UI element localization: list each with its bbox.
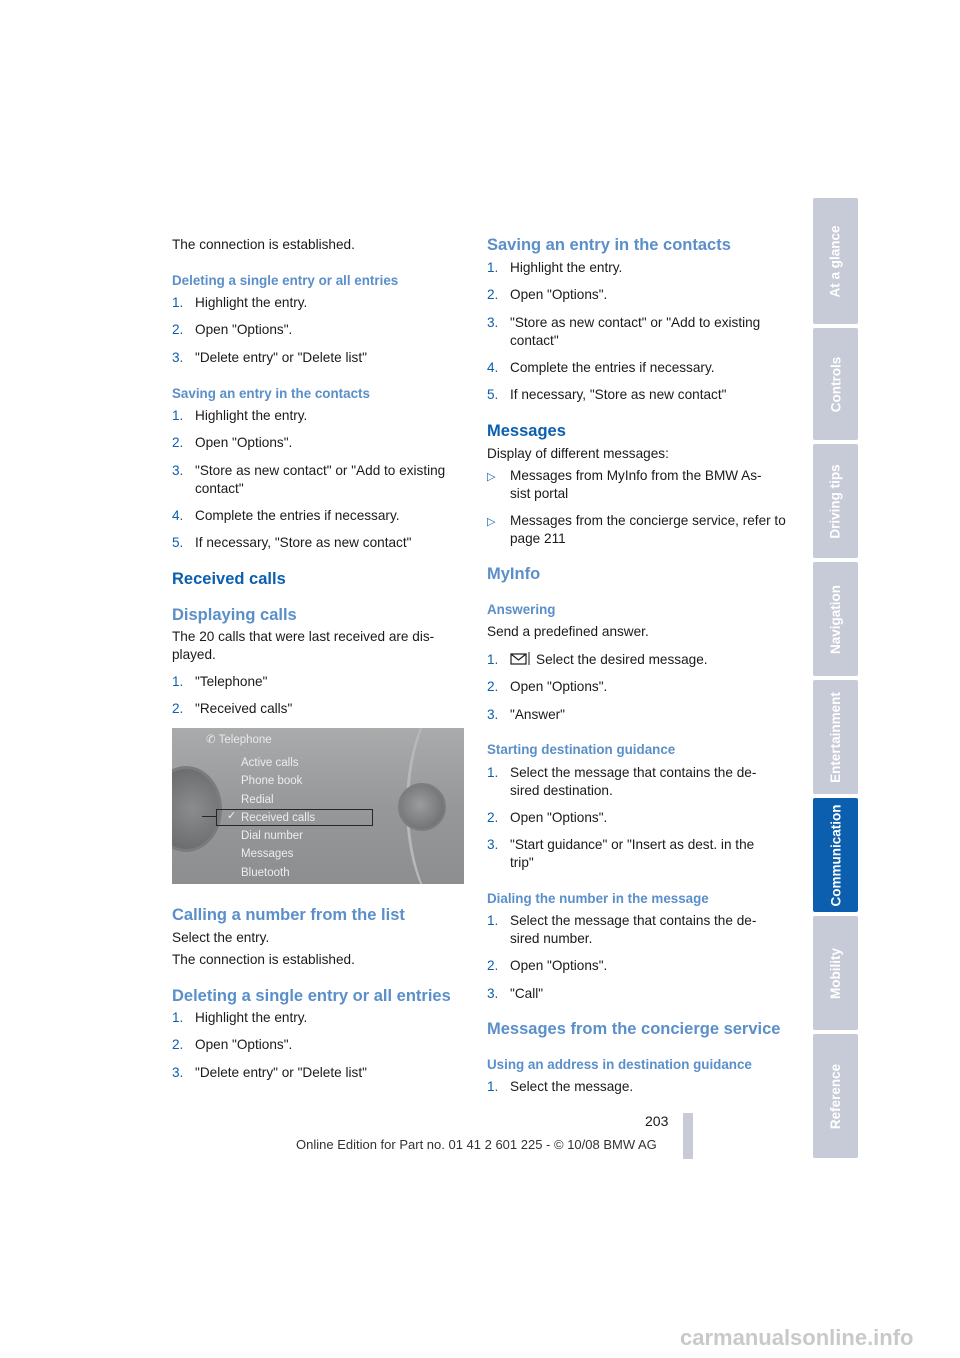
list-item: 1. Select the message that contains the de-sired number. <box>487 913 757 946</box>
section-heading: MyInfo <box>487 565 541 583</box>
tab-entertainment[interactable]: Entertainment <box>813 680 858 794</box>
section-heading: Saving an entry in the contacts <box>172 386 370 401</box>
list-item: 1. Highlight the entry. <box>172 1010 308 1025</box>
list-item: 4. Complete the entries if necessary. <box>487 360 715 375</box>
list-item: 2. Open "Options". <box>172 322 293 337</box>
bullet-arrow-icon: ▷ <box>487 516 496 528</box>
section-heading: Answering <box>487 602 556 617</box>
list-item: 1. Select the message that contains the de-sired destination. <box>487 765 757 798</box>
section-heading: Calling a number from the list <box>172 906 405 924</box>
list-item: 1. "Telephone" <box>172 674 268 689</box>
check-icon: ✓ <box>227 810 237 822</box>
tab-reference[interactable]: Reference <box>813 1034 858 1158</box>
section-heading: Deleting a single entry or all entries <box>172 273 399 288</box>
list-item: 1. Select the desired message. <box>487 652 708 667</box>
list-item: 2. Open "Options". <box>487 958 608 973</box>
section-title: Received calls <box>172 570 286 588</box>
tab-driving-tips[interactable]: Driving tips <box>813 444 858 558</box>
watermark: carmanualsonline.info <box>680 1325 914 1350</box>
envelope-icon <box>510 652 532 666</box>
tab-mobility[interactable]: Mobility <box>813 916 858 1030</box>
section-heading: Displaying calls <box>172 606 297 624</box>
list-item: ▷ Messages from the concierge service, refer to page 211 <box>487 513 786 546</box>
list-item: ▷ Messages from MyInfo from the BMW As-sist portal <box>487 468 762 501</box>
controller-knob-right <box>398 783 446 831</box>
list-item: 5. If necessary, "Store as new contact" <box>172 535 412 550</box>
edition-footer: Online Edition for Part no. 01 41 2 601 225 - © 10/08 BMW AG <box>296 1137 657 1152</box>
section-heading: Starting destination guidance <box>487 742 676 757</box>
list-item: 2. Open "Options". <box>487 679 608 694</box>
list-item: 3. "Store as new contact" or "Add to existing contact" <box>172 463 446 496</box>
list-item: 4. Complete the entries if necessary. <box>172 508 400 523</box>
intro-text: The connection is established. <box>172 237 355 252</box>
selection-box <box>216 809 373 826</box>
list-item: 3. "Start guidance" or "Insert as dest. in the trip" <box>487 837 755 870</box>
list-item: 2. Open "Options". <box>487 287 608 302</box>
tab-navigation[interactable]: Navigation <box>813 562 858 676</box>
list-item: 2. "Received calls" <box>172 701 293 716</box>
menu-item: Redial <box>241 793 274 806</box>
section-heading: Saving an entry in the contacts <box>487 236 731 254</box>
menu-item: Received calls <box>241 811 316 824</box>
list-item: 3. "Delete entry" or "Delete list" <box>172 1065 367 1080</box>
pointer-line <box>202 816 216 817</box>
menu-item: Phone book <box>241 775 303 788</box>
tab-at-a-glance[interactable]: At a glance <box>813 198 858 324</box>
menu-item: Active calls <box>241 757 299 769</box>
page-marker <box>683 1113 693 1159</box>
list-item: 3. "Answer" <box>487 707 565 722</box>
section-title: Messages <box>487 422 566 440</box>
list-item: 3. "Call" <box>487 986 544 1001</box>
menu-title: ✆ Telephone <box>206 734 272 746</box>
list-item: 3. "Delete entry" or "Delete list" <box>172 350 367 365</box>
section-heading: Messages from the concierge service <box>487 1020 781 1038</box>
list-item: 2. Open "Options". <box>487 810 608 825</box>
body-text: Display of different messages: <box>487 446 669 461</box>
list-item: 1. Highlight the entry. <box>172 295 308 310</box>
list-item: 2. Open "Options". <box>172 435 293 450</box>
list-item: 1. Select the message. <box>487 1079 634 1094</box>
list-item: 1. Highlight the entry. <box>487 260 623 275</box>
body-text: The connection is established. <box>172 952 355 967</box>
tab-communication[interactable]: Communication <box>813 798 858 912</box>
body-text: Select the entry. <box>172 930 270 945</box>
telephone-menu-screenshot <box>172 728 464 884</box>
body-text: The 20 calls that were last received are dis-played. <box>172 629 435 662</box>
controller-knob-left <box>172 766 222 852</box>
list-item: 3. "Store as new contact" or "Add to existing contact" <box>487 315 761 348</box>
menu-item: Dial number <box>241 830 303 843</box>
section-heading: Deleting a single entry or all entries <box>172 987 451 1005</box>
list-item: 5. If necessary, "Store as new contact" <box>487 387 727 402</box>
body-text: Send a predefined answer. <box>487 624 649 639</box>
bullet-arrow-icon: ▷ <box>487 471 496 483</box>
phone-icon: ✆ <box>206 734 219 746</box>
menu-item: Bluetooth <box>241 866 290 879</box>
section-heading: Dialing the number in the message <box>487 891 709 906</box>
page-number: 203 <box>645 1113 669 1129</box>
tab-controls[interactable]: Controls <box>813 328 858 440</box>
section-heading: Using an address in destination guidance <box>487 1057 752 1072</box>
menu-item: Messages <box>241 848 294 861</box>
list-item: 2. Open "Options". <box>172 1037 293 1052</box>
list-item: 1. Highlight the entry. <box>172 408 308 423</box>
